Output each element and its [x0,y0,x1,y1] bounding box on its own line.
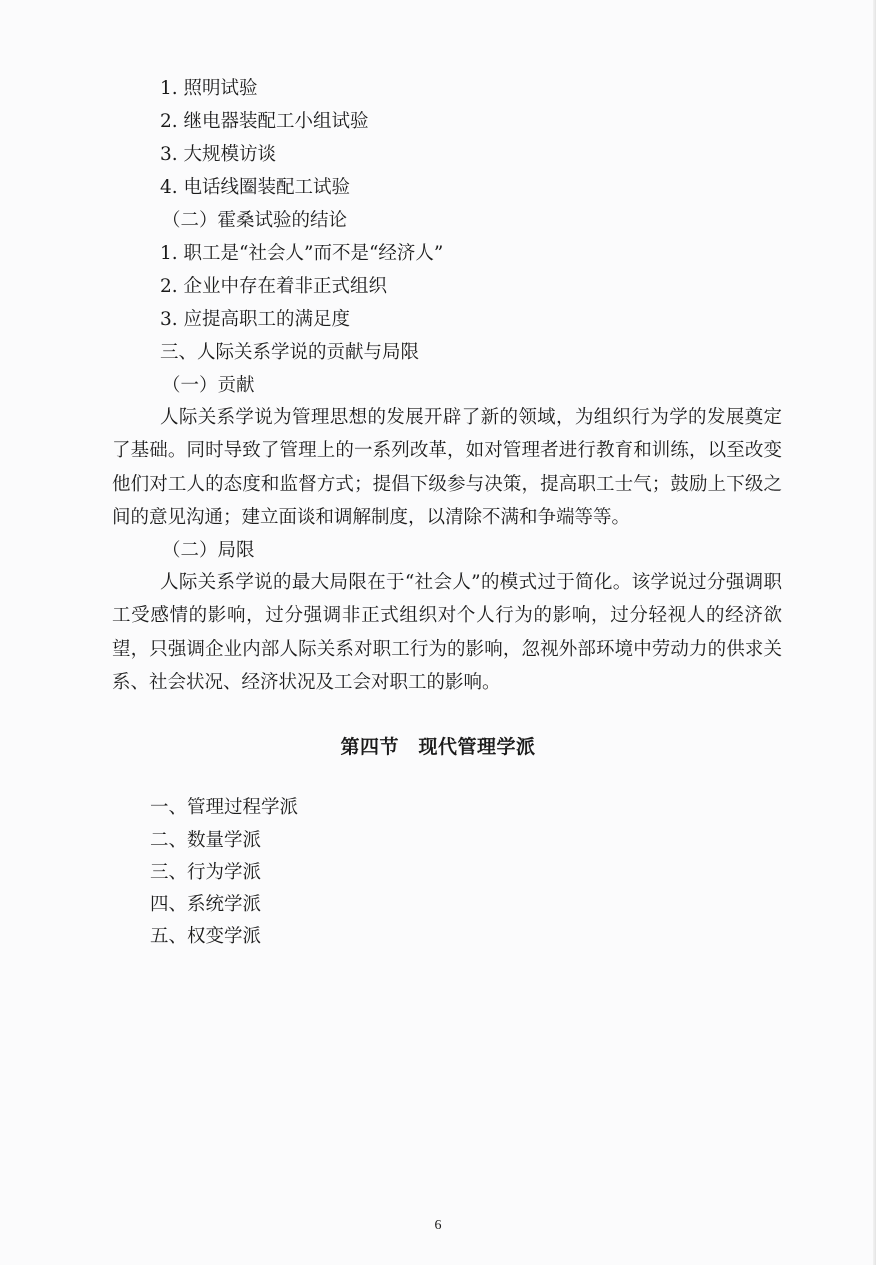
school-item-systems: 四、系统学派 [150,894,262,915]
section-title-modern-schools: 第四节 现代管理学派 [340,736,536,758]
list-item-relay-assembly-experiment: 2. 继电器装配工小组试验 [160,111,369,132]
school-item-contingency: 五、权变学派 [150,926,262,947]
school-item-management-process: 一、管理过程学派 [150,797,299,818]
school-item-behavioral: 三、行为学派 [150,862,262,883]
list-item-satisfaction: 3. 应提高职工的满足度 [160,309,351,330]
paragraph-contribution: 人际关系学说为管理思想的发展开辟了新的领域，为组织行为学的发展奠定了基础。同时导致了管理上的一系列改革，如对管理者进行教育和训练，以至改变他们对工人的态度和监督方式；提倡下级参与决策，提高职工士气；鼓励上下级之间的意见沟通；建立面谈和调解制度，以清除不满和争端等等。 [112,407,782,529]
list-item-lighting-experiment: 1. 照明试验 [160,78,258,99]
list-item-social-man: 1. 职工是“社会人”而不是“经济人” [160,243,444,264]
list-item-interview-program: 3. 大规模访谈 [160,144,277,165]
paragraph-limitation: 人际关系学说的最大局限在于“社会人”的模式过于简化。该学说过分强调职工受感情的影响，过分强调非正式组织对个人行为的影响，过分轻视人的经济欲望，只强调企业内部人际关系对职工行为的影响，忽视外部环境中劳动力的供求关系、社会状况、经济状况及工会对职工的影响。 [112,572,782,694]
subheading-limitation: （二）局限 [162,540,255,561]
list-item-informal-organization: 2. 企业中存在着非正式组织 [160,276,388,297]
subheading-contribution: （一）贡献 [162,375,255,396]
section-heading-contributions-limits: 三、人际关系学说的贡献与局限 [160,342,420,363]
subheading-conclusions: （二）霍桑试验的结论 [162,210,348,231]
school-item-quantitative: 二、数量学派 [150,830,262,851]
page-number: 6 [434,1218,442,1233]
list-item-bank-wiring-experiment: 4. 电话线圈装配工试验 [160,177,351,198]
